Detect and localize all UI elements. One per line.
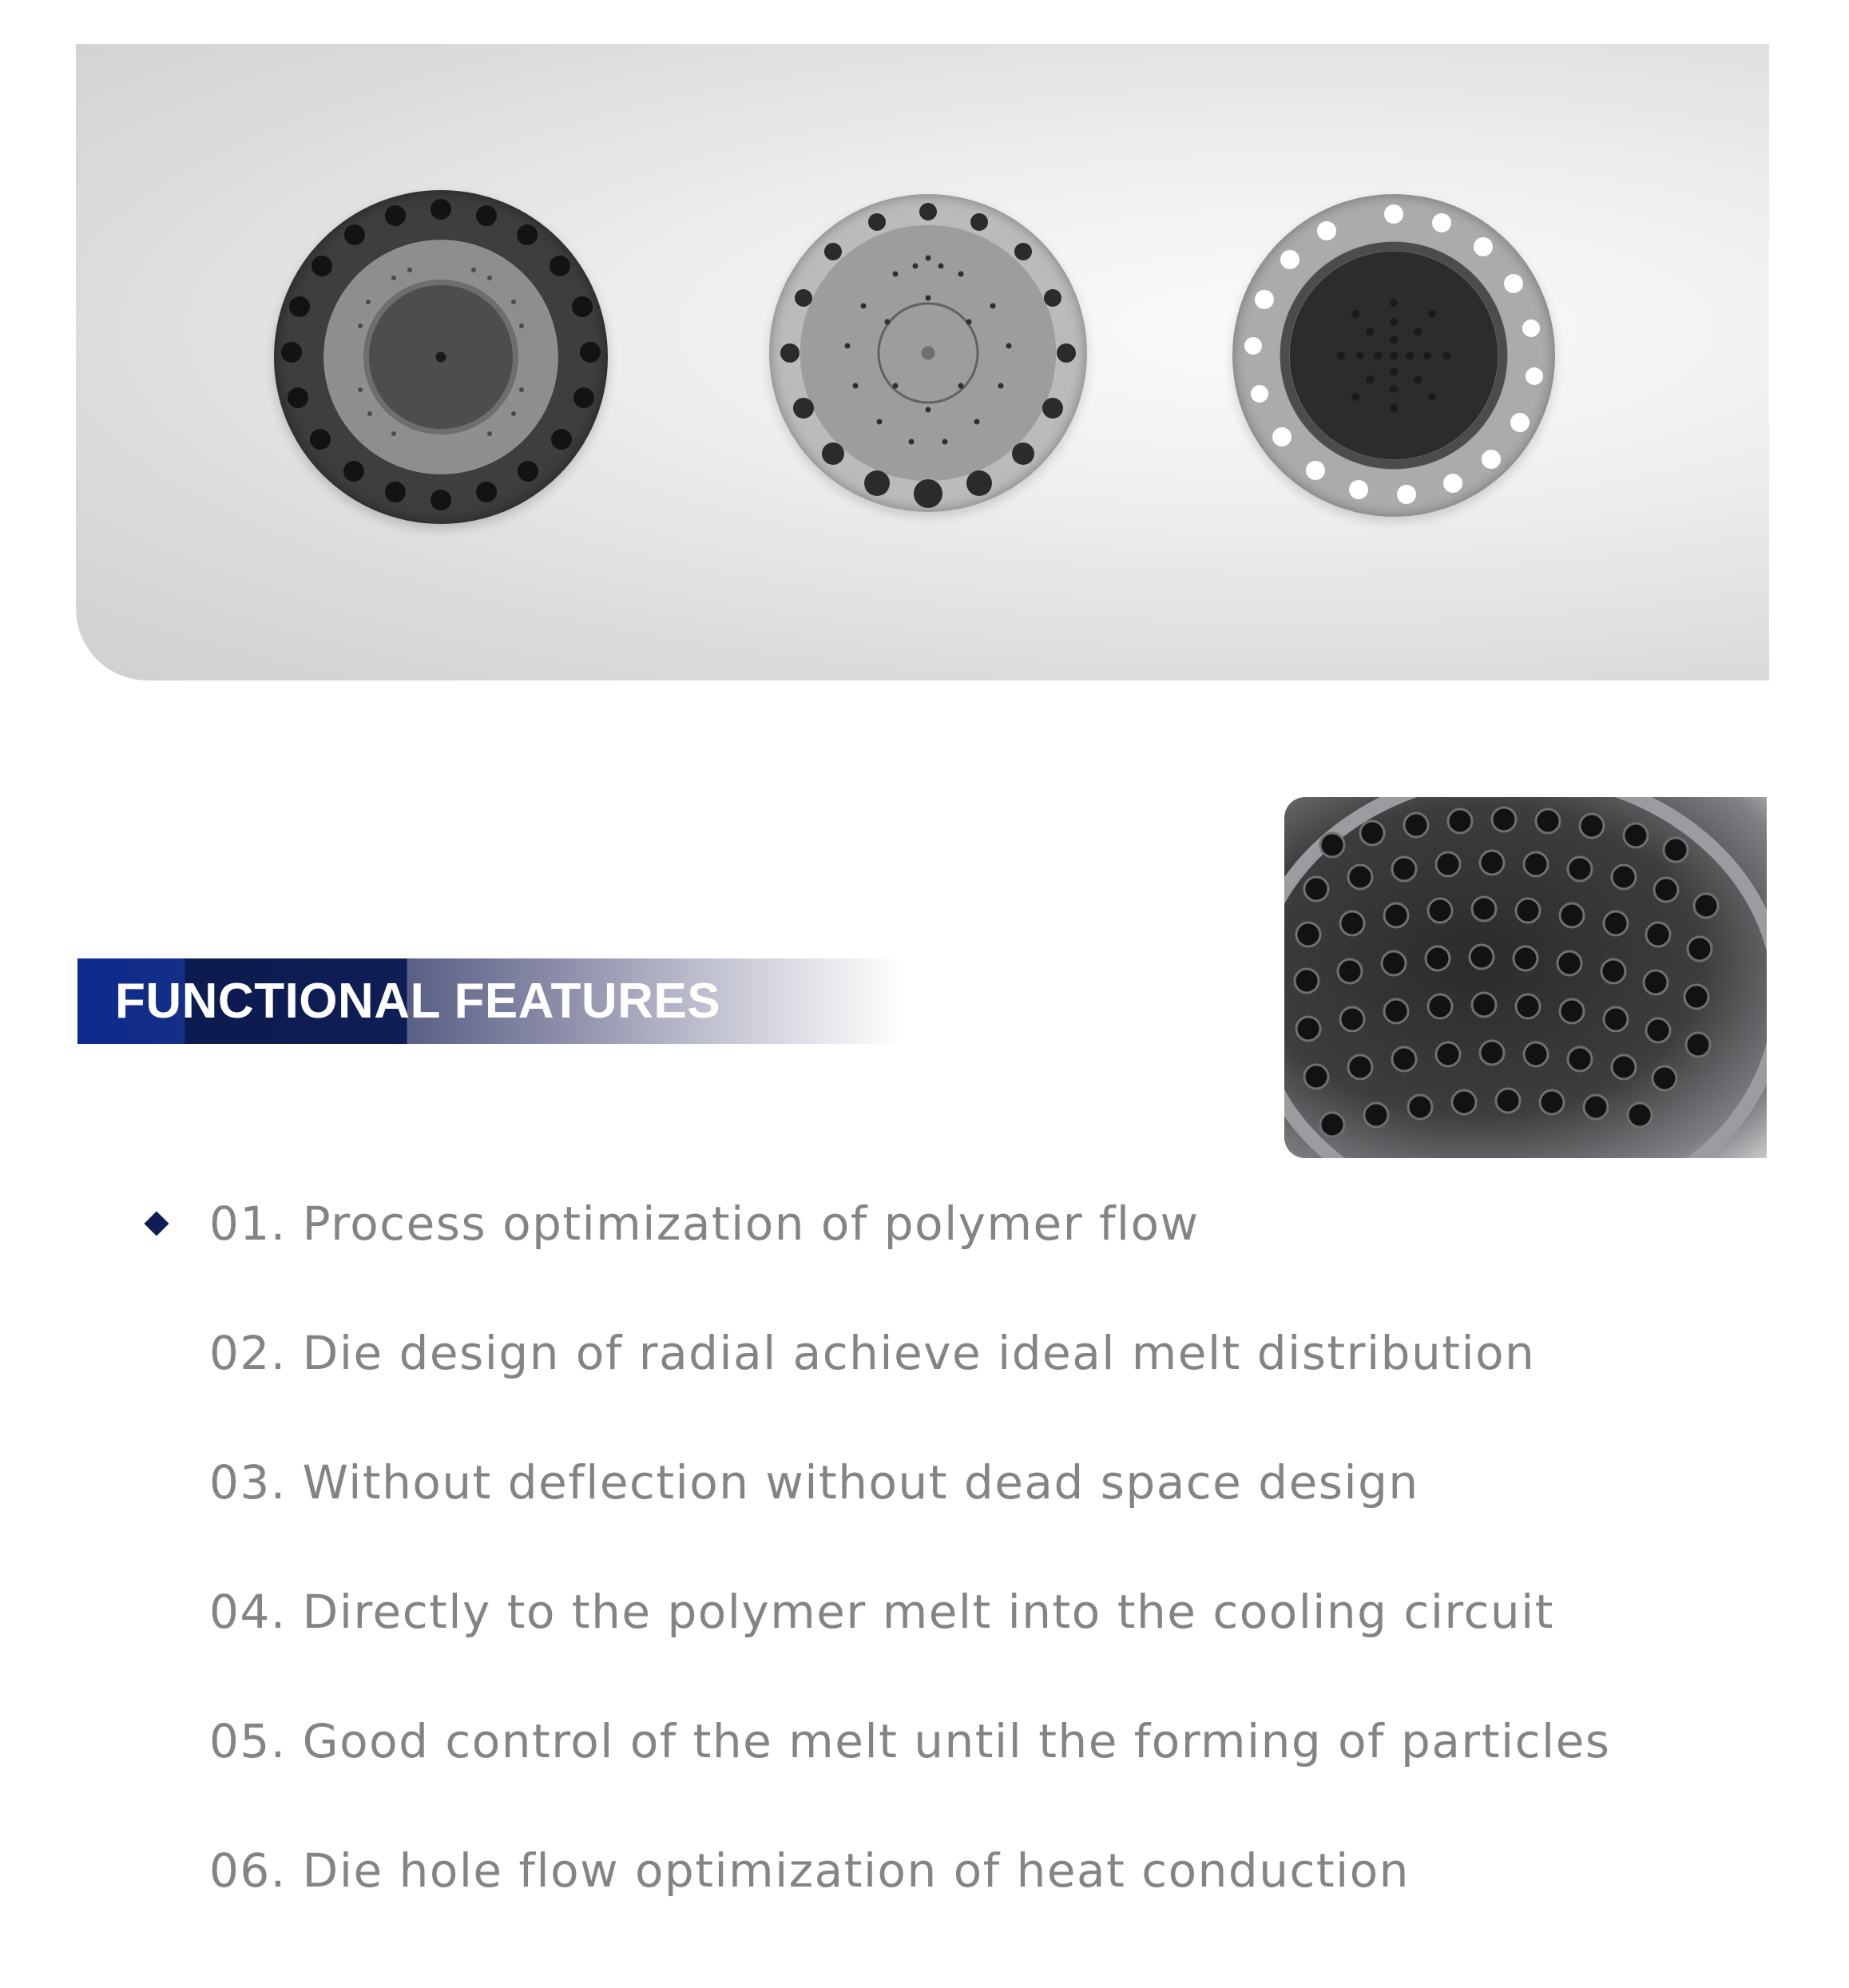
product-banner [76, 44, 1769, 681]
die-plate-photo-3 [1232, 194, 1555, 517]
die-plate-2-holes [769, 194, 1087, 512]
feature-item-04: 04. Directly to the polymer melt into the cooling circuit [209, 1585, 1555, 1639]
feature-item-05: 05. Good control of the melt until the forming of particles [209, 1714, 1611, 1768]
die-plate-1-holes [274, 190, 608, 524]
diamond-bullet-icon [144, 1211, 169, 1236]
die-plate-3-holes [1232, 194, 1555, 517]
die-face-closeup-photo [1284, 797, 1767, 1158]
closeup-holes [1284, 797, 1767, 1158]
section-title-part1: FUNCTIONAL [115, 974, 440, 1029]
section-title [115, 958, 720, 1044]
die-plate-photo-1 [274, 190, 608, 524]
die-plate-photo-2 [769, 194, 1087, 512]
feature-item-03: 03. Without deflection without dead space design [209, 1455, 1419, 1510]
feature-item-02: 02. Die design of radial achieve ideal melt distribution [209, 1326, 1536, 1380]
section-title-bar [77, 958, 900, 1044]
section-title-part2: FEATURES [454, 974, 721, 1029]
feature-item-06: 06. Die hole flow optimization of heat conduction [209, 1843, 1410, 1898]
feature-item-01: 01. Process optimization of polymer flow [209, 1196, 1200, 1251]
